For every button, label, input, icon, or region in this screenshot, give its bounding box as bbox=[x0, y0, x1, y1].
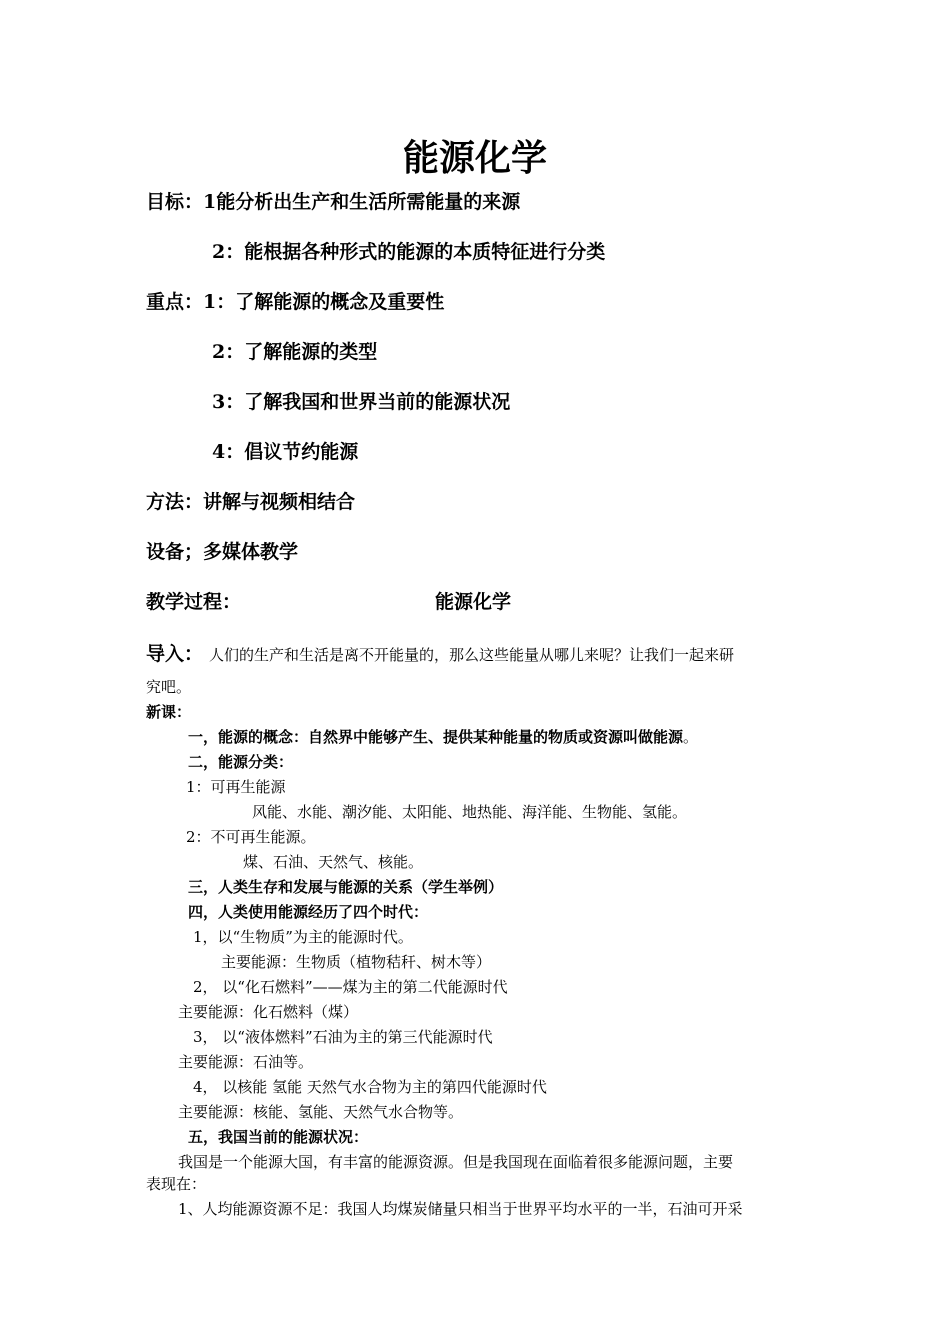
goal-line-2: 2：能根据各种形式的能源的本质特征进行分类 bbox=[212, 241, 606, 263]
section-5: 五，我国当前的能源状况： bbox=[188, 1128, 369, 1146]
new-lesson-label: 新课： bbox=[146, 703, 192, 721]
intro-text: 人们的生产和生活是离不开能量的，那么这些能量从哪儿来呢？让我们一起来研 bbox=[209, 646, 735, 664]
key-point-2: 2：了解能源的类型 bbox=[212, 341, 378, 363]
equipment-line: 设备；多媒体教学 bbox=[146, 541, 299, 563]
section-4: 四，人类使用能源经历了四个时代： bbox=[188, 903, 429, 921]
process-title: 能源化学 bbox=[435, 591, 512, 613]
method-line: 方法：讲解与视频相结合 bbox=[146, 491, 356, 513]
intro-paragraph bbox=[146, 639, 734, 666]
status-paragraph: 我国是一个能源大国，有丰富的能源资源。但是我国现在面临着很多能源问题，主要 bbox=[178, 1153, 734, 1171]
era-1-main: 主要能源：生物质（植物秸秆、树木等） bbox=[221, 953, 492, 971]
nonrenewable-heading: 2：不可再生能源。 bbox=[186, 828, 316, 846]
key-point-1: 重点：1：了解能源的概念及重要性 bbox=[146, 291, 445, 313]
era-3: 3， 以“液体燃料”石油为主的第三代能源时代 bbox=[193, 1028, 493, 1046]
renewable-list: 风能、水能、潮汐能、太阳能、地热能、海洋能、生物能、氢能。 bbox=[252, 803, 688, 821]
section-2: 二，能源分类： bbox=[188, 753, 294, 771]
intro-continuation: 究吧。 bbox=[146, 678, 192, 696]
section-1 bbox=[188, 726, 698, 747]
era-4: 4， 以核能 氢能 天然气水合物为主的第四代能源时代 bbox=[193, 1078, 547, 1096]
process-label: 教学过程： bbox=[146, 591, 242, 613]
era-3-main: 主要能源：石油等。 bbox=[178, 1053, 314, 1071]
section-1-text: 一，能源的概念：自然界中能够产生、提供某种能量的物质或资源叫做能源 bbox=[188, 728, 684, 746]
section-3: 三，人类生存和发展与能源的关系（学生举例） bbox=[188, 878, 504, 896]
era-2-main: 主要能源：化石燃料（煤） bbox=[178, 1003, 359, 1021]
era-1: 1，以“生物质”为主的能源时代。 bbox=[193, 928, 413, 946]
renewable-heading: 1：可再生能源 bbox=[186, 778, 286, 796]
status-paragraph-cont: 表现在： bbox=[146, 1175, 207, 1193]
era-4-main: 主要能源：核能、氢能、天然气水合物等。 bbox=[178, 1103, 464, 1121]
era-2: 2， 以“化石燃料”——煤为主的第二代能源时代 bbox=[193, 978, 508, 996]
document-title: 能源化学 bbox=[402, 137, 547, 179]
nonrenewable-list: 煤、石油、天然气、核能。 bbox=[243, 853, 424, 871]
section-1-end: 。 bbox=[683, 728, 699, 746]
status-point-1: 1、人均能源资源不足：我国人均煤炭储量只相当于世界平均水平的一半，石油可开采 bbox=[178, 1200, 743, 1218]
goal-line-1: 目标：1能分析出生产和生活所需能量的来源 bbox=[146, 191, 521, 213]
key-point-3: 3：了解我国和世界当前的能源状况 bbox=[212, 391, 511, 413]
intro-label: 导入： bbox=[146, 643, 204, 665]
key-point-4: 4：倡议节约能源 bbox=[212, 441, 359, 463]
